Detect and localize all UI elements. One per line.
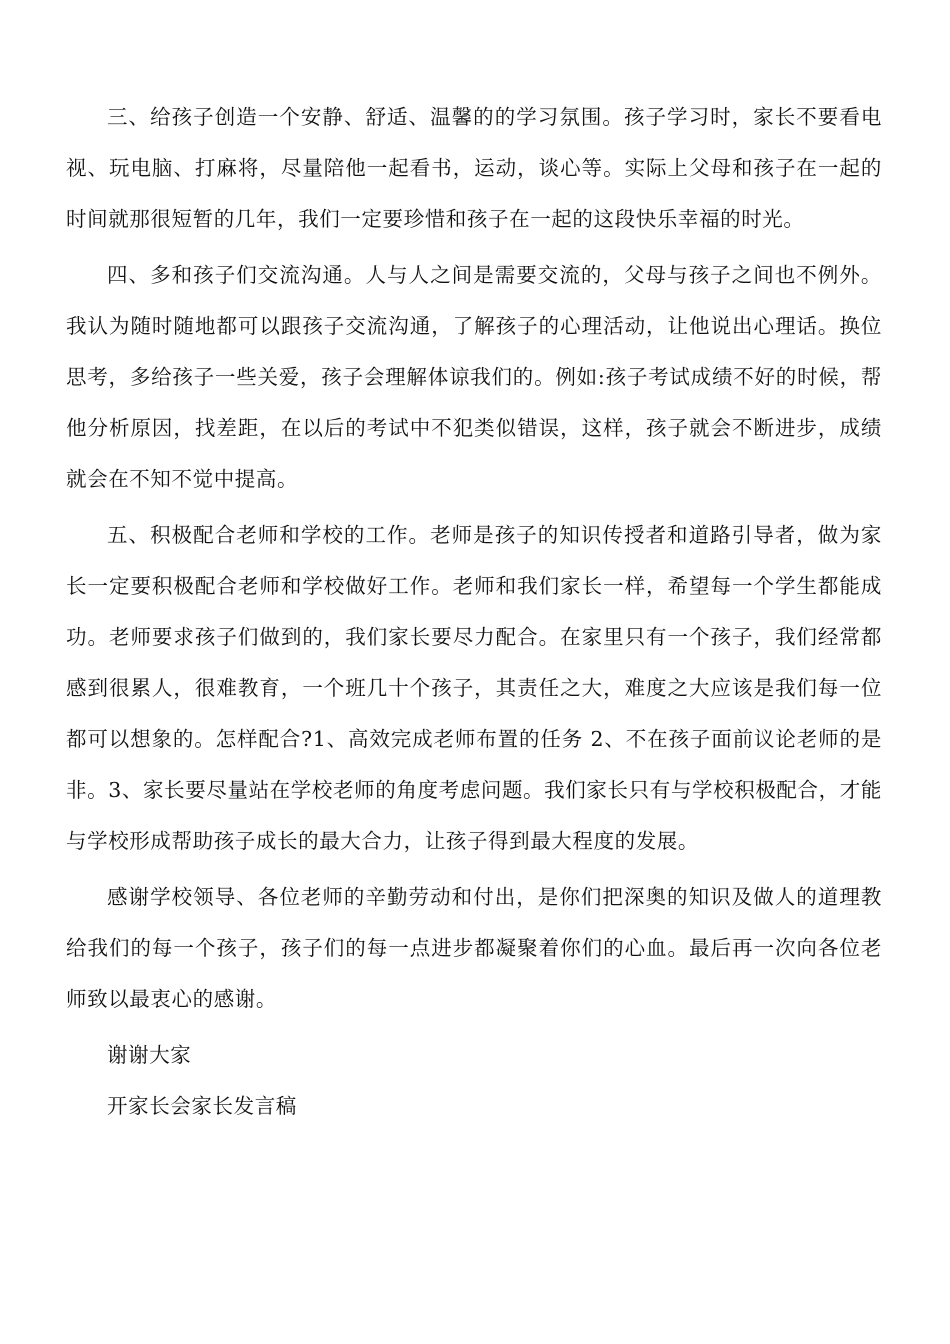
paragraph-four: 四、多和孩子们交流沟通。人与人之间是需要交流的，父母与孩子之间也不例外。我认为随时随地都可以跟孩子交流沟通，了解孩子的心理活动，让他说出心理话。换位思考，多给孩子一些关爱，孩子会理解体谅我们的。例如:孩子考试成绩不好的时候，帮他分析原因，找差距，在以后的考试中不犯类似错误，这样，孩子就会不断进步，成绩就会在不知不觉中提高。 [66,263,882,491]
paragraph-five: 五、积极配合老师和学校的工作。老师是孩子的知识传授者和道路引导者，做为家长一定要积极配合老师和学校做好工作。老师和我们家长一样，希望每一个学生都能成功。老师要求孩子们做到的，我们家长要尽力配合。在家里只有一个孩子，我们经常都感到很累人，很难教育，一个班几十个孩子，其责任之大，难度之大应该是我们每一位都可以想象的。怎样配合?1、高效完成老师布置的任务 2、不在孩子面前议论老师的是非。3、家长要尽量站在学校老师的角度考虑问题。我们家长只有与学校积极配合，才能与学校形成帮助孩子成长的最大合力，让孩子得到最大程度的发展。 [66,523,882,853]
document-body [66,92,882,1132]
paragraph-thanks: 感谢学校领导、各位老师的辛勤劳动和付出，是你们把深奥的知识及做人的道理教给我们的每一个孩子，孩子们的每一点进步都凝聚着你们的心血。最后再一次向各位老师致以最衷心的感谢。 [66,885,882,1011]
paragraph-three: 三、给孩子创造一个安静、舒适、温馨的的学习氛围。孩子学习时，家长不要看电视、玩电脑、打麻将，尽量陪他一起看书，运动，谈心等。实际上父母和孩子在一起的时间就那很短暂的几年，我们一定要珍惜和孩子在一起的这段快乐幸福的时光。 [66,105,882,231]
closing-line: 谢谢大家 [107,1043,192,1067]
next-document-title: 开家长会家长发言稿 [107,1094,297,1118]
